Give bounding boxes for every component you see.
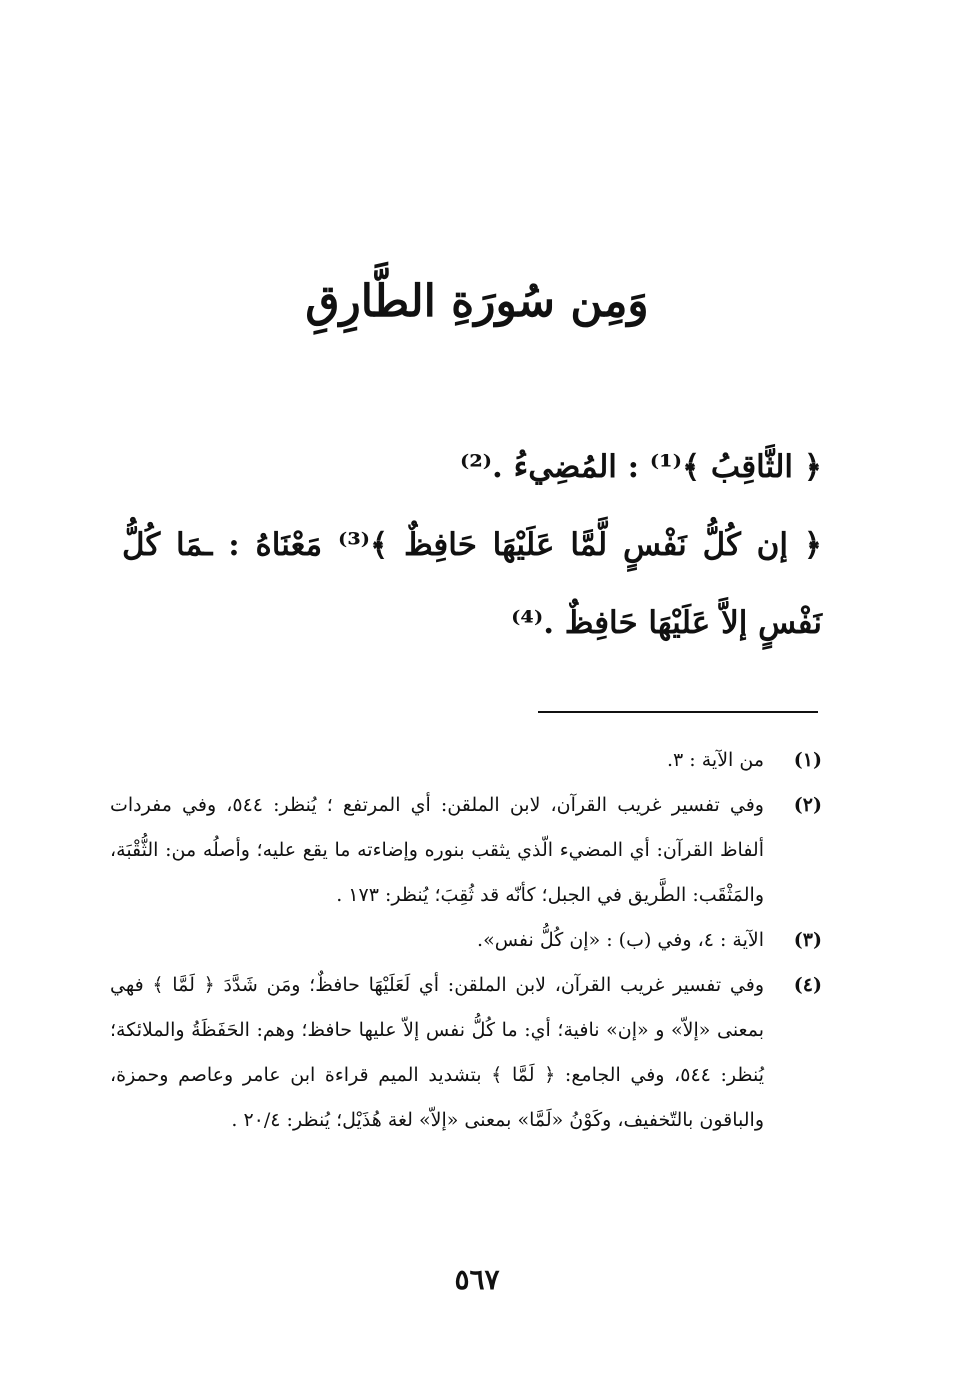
verse-line: ﴿ إن كُلُّ نَفْسٍ لَّمَّا عَلَيْهَا حَافِظٌ ﴾⁽³⁾ مَعْنَاهُ : ـمَا كُلُّ نَفْسٍ إلاَّ عَلَيْهَا حَافِظٌ .⁽⁴⁾	[122, 527, 822, 641]
footnote-number: (٣)	[793, 929, 822, 951]
page-number: ٥٦٧	[454, 1263, 500, 1296]
footnote-text: وفي تفسير غريب القرآن، لابن الملقن: أي لَعَلَيْهَا حافظٌ؛ ومَن شَدَّدَ ﴿ لَمَّا ﴾ فهي بمعنى «إلاّ» و «إن» نافية؛ أي: ما كُلُّ نفس إلاّ عليها حافظ؛ وهم: الحَفَظَةُ والملائكة؛ يُنظر: ٥٤٤، وفي الجامع: ﴿ لَمَّا ﴾ بتشديد الميم قراءة ابن عامر وعاصم وحمزة، والباقون بالتّخفيف، وكَوْنُ «لَمَّا» بمعنى «إلاّ» لغة هُذَيْل؛ يُنظر: ٢٠/٤ .	[110, 974, 764, 1131]
footnote-text: الآية : ٤، وفي (ب) : «إن كُلُّ نفس».	[477, 929, 764, 951]
surah-title: وَمِن سُورَةِ الطَّارِقِ	[305, 276, 649, 327]
footnote-divider	[538, 711, 818, 713]
footnote-number: (١)	[793, 749, 822, 771]
footnote-text: وفي تفسير غريب القرآن، لابن الملقن: أي المرتفع ؛ يُنظر: ٥٤٤، وفي مفردات ألفاظ القرآن: أي المضيء الّذي يثقب بنوره وإضاءته ما يقع عليه؛ وأصلُه من: الثُّقْبَة، والمَثْقَب: الطَّريق في الجبل؛ كأنّه قد ثُقِبَ؛ يُنظر: ١٧٣ .	[110, 794, 764, 906]
footnote	[110, 963, 822, 1143]
footnote-number: (٤)	[793, 974, 822, 996]
footnote-number: (٢)	[793, 794, 822, 816]
footnote	[110, 783, 822, 918]
footnote	[110, 738, 822, 783]
footnote	[110, 918, 822, 963]
footnote-text: من الآية : ٣.	[666, 749, 764, 771]
footnotes-list	[110, 738, 822, 1143]
verse-line: ﴿ الثَّاقِبُ ﴾⁽¹⁾ : المُضِيءُ .⁽²⁾	[459, 449, 822, 485]
